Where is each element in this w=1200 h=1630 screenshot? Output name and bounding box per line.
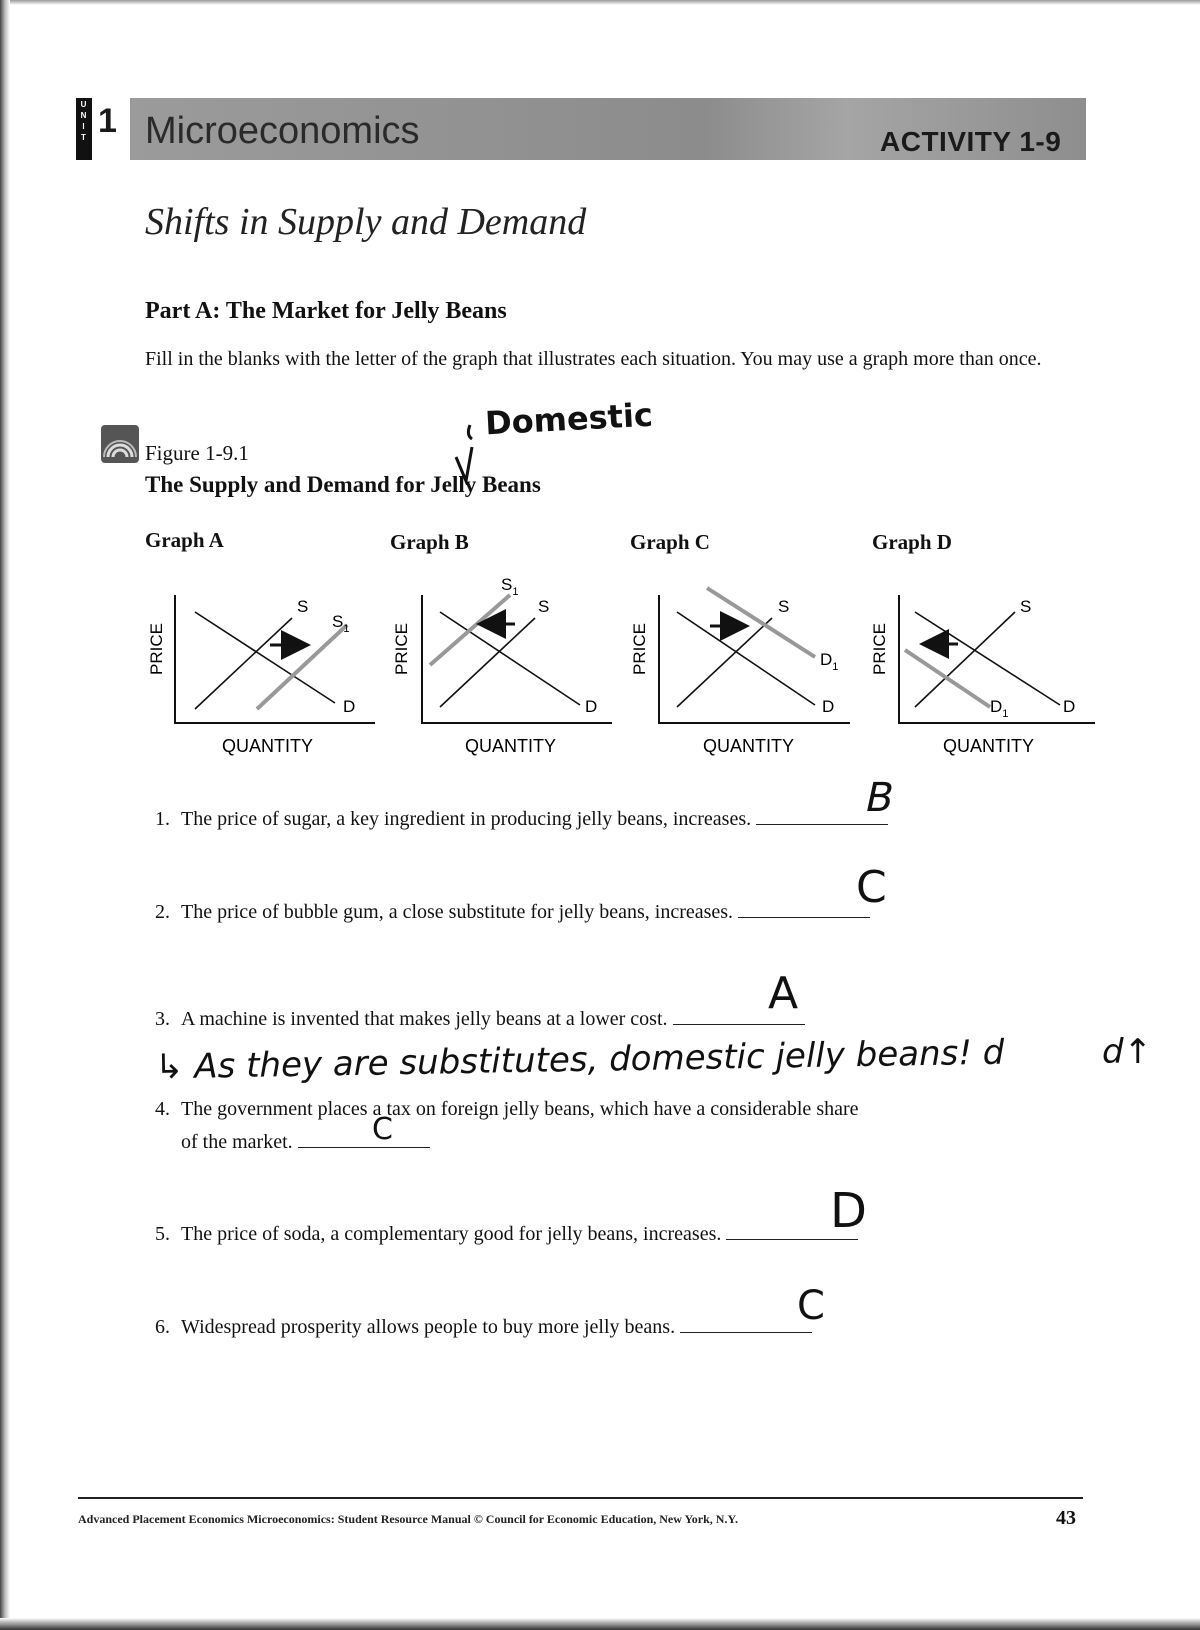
question-2 <box>155 901 870 924</box>
answer-2-blank[interactable] <box>738 915 870 918</box>
question-3-text: A machine is invented that makes jelly beans at a lower cost. <box>181 1008 668 1030</box>
graph-d-label-s: S <box>1020 597 1032 616</box>
figure-label: Figure 1-9.1 <box>145 441 249 465</box>
question-1-number: 1. <box>155 808 170 830</box>
figure-icon <box>101 425 139 463</box>
answer-4-handwritten: C <box>372 1112 393 1147</box>
unit-tab <box>76 98 92 160</box>
graph-b-xlabel: QUANTITY <box>465 736 557 756</box>
handwritten-note: ↳ As they are substitutes, domestic jelly beans! d <box>154 1032 1005 1088</box>
question-4-text-line2: of the market. <box>181 1131 293 1153</box>
graph-a-ylabel: PRICE <box>147 623 166 675</box>
page-number: 43 <box>1056 1507 1076 1529</box>
answer-1-blank[interactable] <box>756 822 888 825</box>
question-6-number: 6. <box>155 1316 170 1338</box>
unit-number: 1 <box>98 102 117 140</box>
question-2-text: The price of bubble gum, a close substitute for jelly beans, increases. <box>181 901 734 923</box>
graph-a <box>147 595 375 756</box>
graph-c-title: Graph C <box>630 530 710 554</box>
graph-b-ylabel: PRICE <box>392 623 411 675</box>
graph-d-ylabel: PRICE <box>870 623 889 675</box>
graph-b-label-d: D <box>585 697 598 716</box>
handwritten-note-right: d↑ <box>1102 1032 1153 1072</box>
question-4 <box>155 1098 859 1121</box>
graph-c-label-d: D <box>822 697 835 716</box>
graph-a-label-s1: $S_1$ <box>332 612 350 635</box>
graph-c-xlabel: QUANTITY <box>703 736 795 756</box>
supply-demand-graphs <box>130 560 1100 760</box>
graph-d-label-d1: $D_1$ <box>990 697 1009 720</box>
graph-b-label-s1: $S_1$ <box>501 575 519 598</box>
graph-a-xlabel: QUANTITY <box>222 736 314 756</box>
handwritten-domestic: Domestic <box>484 395 654 443</box>
question-1-text: The price of sugar, a key ingredient in producing jelly beans, increases. <box>181 808 752 830</box>
answer-6-handwritten: C <box>797 1283 825 1329</box>
scan-edge-bottom <box>0 1618 1200 1630</box>
question-3-number: 3. <box>155 1008 170 1030</box>
question-6 <box>155 1316 812 1339</box>
question-2-number: 2. <box>155 901 170 923</box>
question-5-text: The price of soda, a complementary good for jelly beans, increases. <box>181 1223 722 1245</box>
unit-tab-label: UNIT <box>79 100 88 144</box>
graph-b <box>392 575 612 756</box>
graph-c <box>630 588 850 756</box>
graph-d-xlabel: QUANTITY <box>943 736 1035 756</box>
answer-1-handwritten: B <box>861 775 899 821</box>
graph-d-label-d: D <box>1063 697 1076 716</box>
graph-d-title: Graph D <box>872 530 952 554</box>
page-title: Shifts in Supply and Demand <box>145 201 587 243</box>
footer-text: Advanced Placement Economics Microeconomics: Student Resource Manual © Council for Economic Education, New York, N.Y. <box>78 1512 739 1526</box>
scan-edge-left <box>0 0 10 1630</box>
graph-c-label-s: S <box>778 597 790 616</box>
answer-3-blank[interactable] <box>673 1022 805 1025</box>
answer-2-handwritten: C <box>856 862 887 913</box>
answer-6-blank[interactable] <box>680 1330 812 1333</box>
question-4-number: 4. <box>155 1098 170 1120</box>
graph-d <box>870 595 1095 756</box>
banner-title: Microeconomics <box>145 110 420 152</box>
question-4-text: The government places a tax on foreign jelly beans, which have a considerable share <box>181 1098 859 1120</box>
answer-3-handwritten: A <box>768 968 799 1019</box>
instructions: Fill in the blanks with the letter of the graph that illustrates each situation. You may use a graph more than once. <box>145 348 1042 370</box>
footer-divider <box>78 1497 1083 1499</box>
scan-edge-top <box>0 0 1200 5</box>
graph-c-label-d1: $D_1$ <box>820 650 839 673</box>
graph-b-title: Graph B <box>390 530 469 554</box>
question-5-number: 5. <box>155 1223 170 1245</box>
activity-label: ACTIVITY 1-9 <box>880 126 1062 157</box>
graph-b-label-s: S <box>538 597 550 616</box>
question-1 <box>155 808 888 831</box>
question-5 <box>155 1223 858 1246</box>
question-6-text: Widespread prosperity allows people to buy more jelly beans. <box>181 1316 676 1338</box>
answer-4-blank[interactable] <box>298 1145 430 1148</box>
part-a-heading: Part A: The Market for Jelly Beans <box>145 298 507 324</box>
graph-a-title: Graph A <box>145 528 224 552</box>
question-3 <box>155 1008 805 1031</box>
figure-title: The Supply and Demand for Jelly Beans <box>145 472 541 497</box>
graph-c-ylabel: PRICE <box>630 623 649 675</box>
graph-a-label-d: D <box>343 697 356 716</box>
graph-a-label-s: S <box>297 597 309 616</box>
answer-5-handwritten: D <box>830 1183 867 1239</box>
